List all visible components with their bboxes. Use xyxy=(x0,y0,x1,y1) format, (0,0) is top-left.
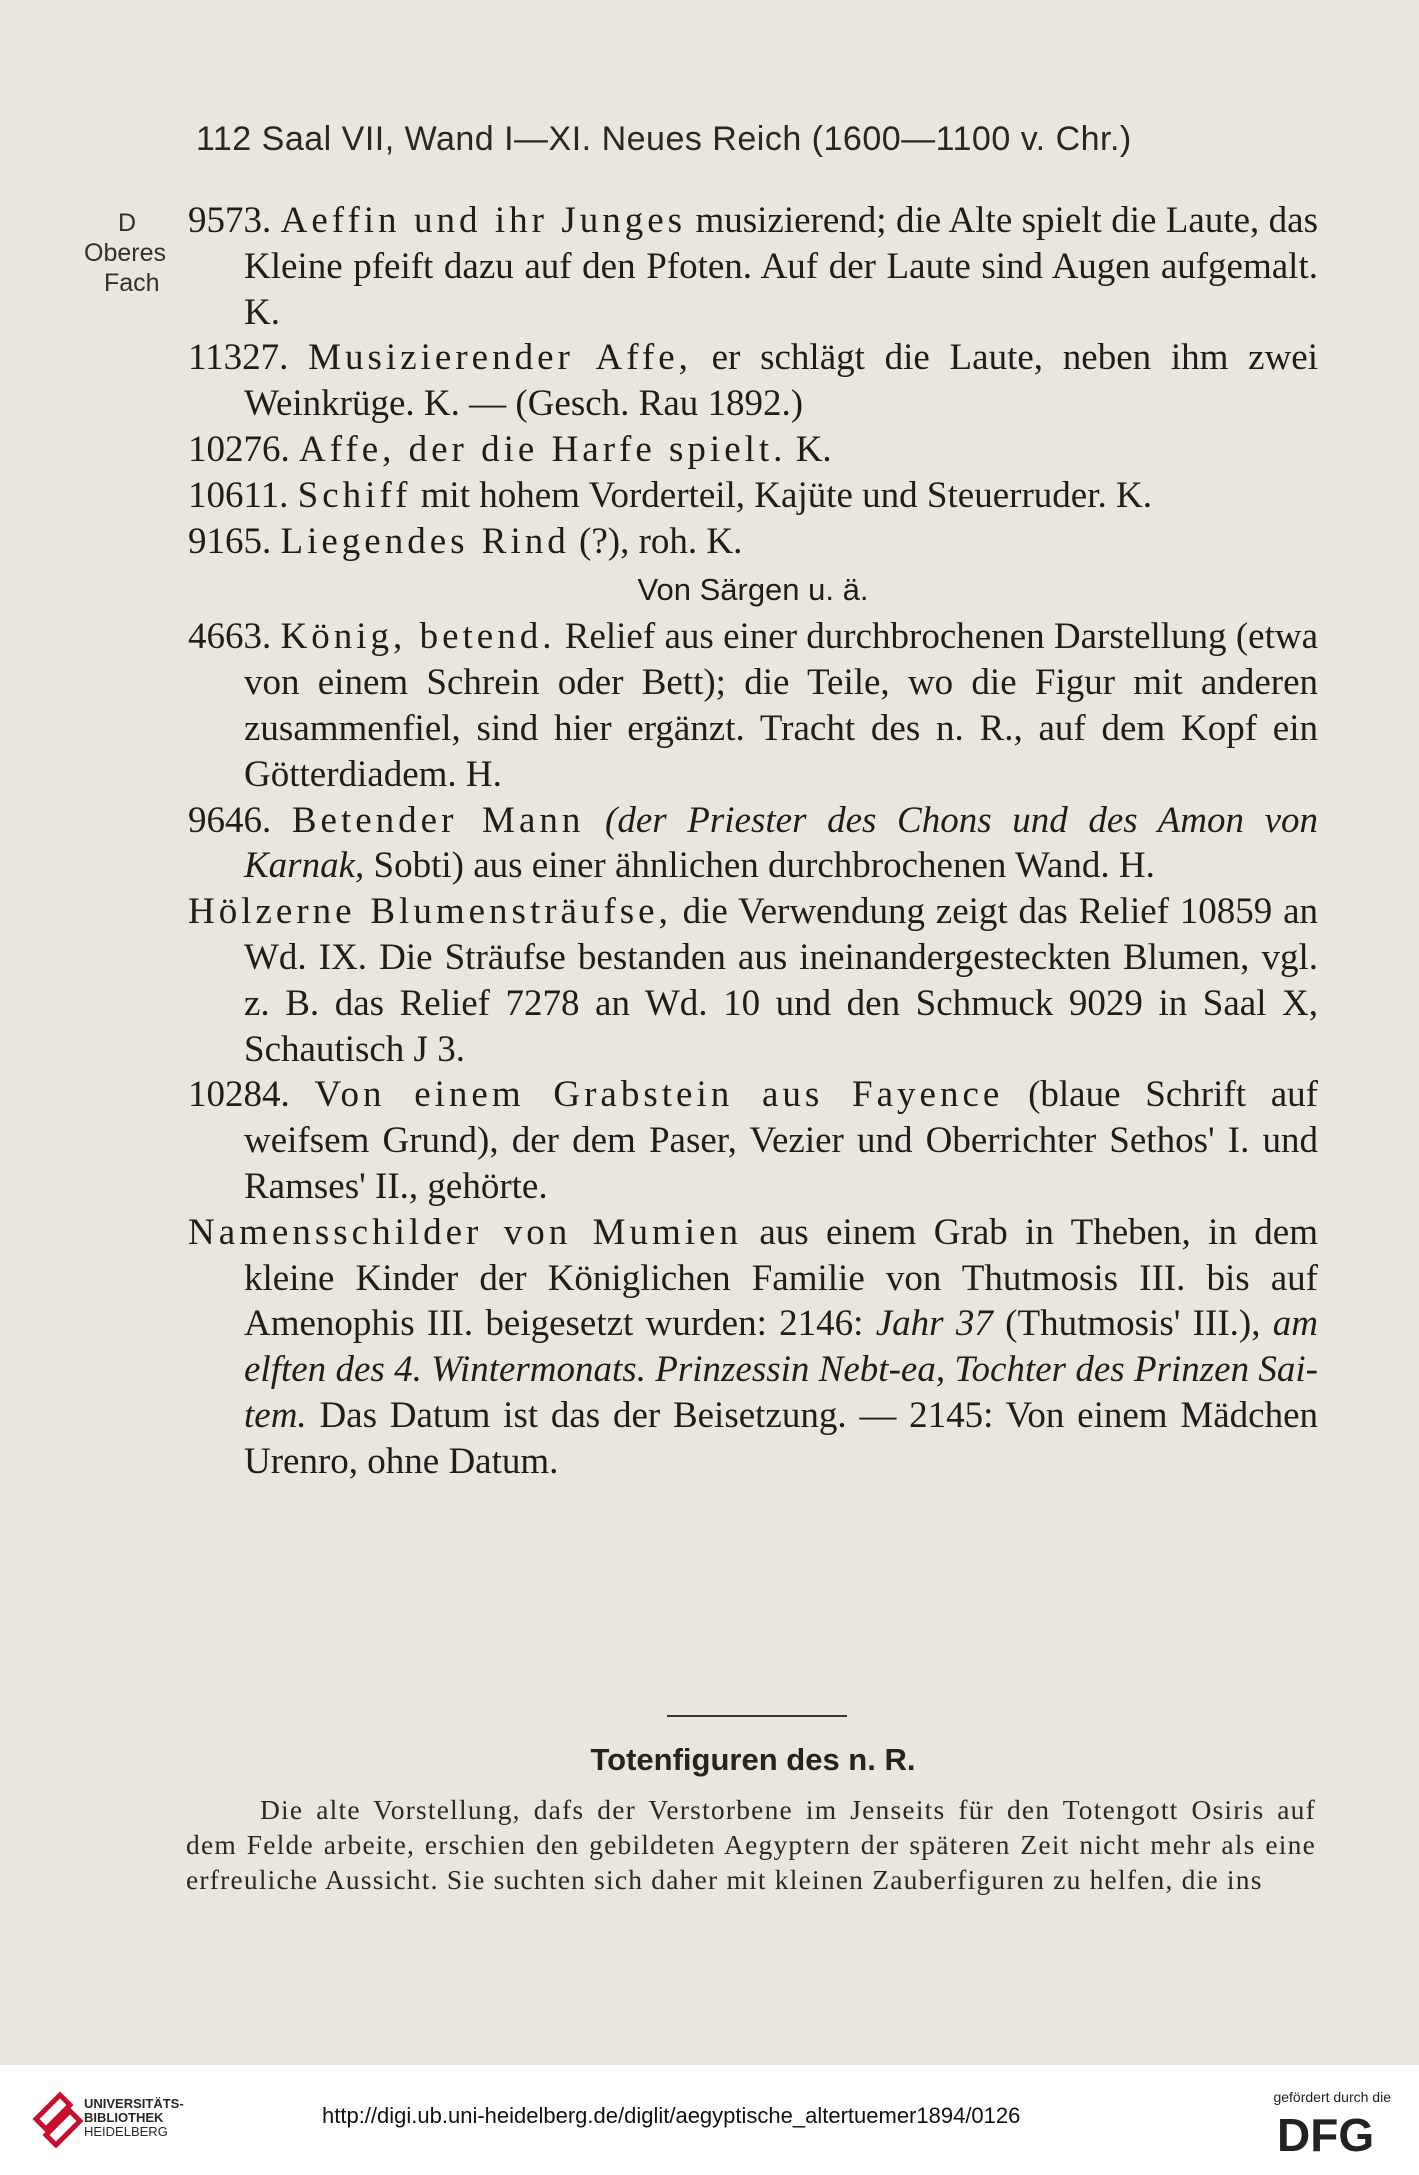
entry-italic: am elften des 4. Wintermonats. Prinzessin Nebt-ea, Tochter des Prinzen Sai-tem. xyxy=(244,1303,1318,1436)
dfg-logo-icon xyxy=(1273,2109,1401,2157)
university-library-logo-icon xyxy=(30,2083,90,2155)
library-name-line3: HEIDELBERG xyxy=(84,2124,168,2139)
entry-4663 xyxy=(188,614,1318,797)
running-header: 112 Saal VII, Wand I—XI. Neues Reich (1600—1100 v. Chr.) xyxy=(196,120,1132,158)
entry-title: Von einem Grabstein aus Fayence xyxy=(314,1074,1004,1116)
entry-text: (?), roh. K. xyxy=(569,520,743,562)
entry-9573 xyxy=(188,198,1318,335)
permalink-url[interactable]: http://digi.ub.uni-heidelberg.de/diglit/aegyptische_altertuemer1894/0126 xyxy=(322,2103,1021,2128)
entry-text: Sobti) aus einer ähnlichen durchbrochenen Wand. H. xyxy=(364,845,1155,887)
entry-title: Namensschilder von Mumien xyxy=(188,1211,742,1253)
entry-title: Hölzerne Blumensträufse, xyxy=(188,891,672,933)
entry-number: 10276. xyxy=(188,428,290,470)
entry-name-labels xyxy=(188,1210,1318,1485)
entry-bouquets xyxy=(188,889,1318,1072)
funding-note: gefördert durch die xyxy=(1273,2089,1391,2105)
library-name-line2: BIBLIOTHEK xyxy=(84,2110,164,2125)
entry-10284 xyxy=(188,1072,1318,1209)
entry-11327 xyxy=(188,335,1318,427)
dfg-logo-text: DFG xyxy=(1277,2109,1375,2157)
entry-number: 9646. xyxy=(188,799,272,841)
entry-title: Aeffin und ihr Junges xyxy=(280,200,687,241)
library-name xyxy=(84,2097,184,2139)
entry-text: K. xyxy=(786,428,832,470)
entry-text: Das Datum ist das der Beisetzung. — 2145: Von einem Mädchen Urenro, ohne Datum. xyxy=(244,1394,1318,1482)
entry-text: mit hohem Vorderteil, Kajüte und Steuerruder. K. xyxy=(411,474,1152,516)
entry-title: Affe, der die Harfe spielt. xyxy=(299,428,787,470)
entry-number: 4663. xyxy=(188,616,272,658)
entry-text: Relief aus einer durchbrochenen Darstellung (etwa von einem Schrein oder Bett); die Teile, wo die Figur mit anderen zusammenfiel, sind hier ergänzt. Tracht des n. R., auf dem Kopf ein Götterdiadem. H. xyxy=(244,616,1319,795)
entry-italic: Jahr 37 xyxy=(875,1303,993,1345)
entry-title: König, betend. xyxy=(280,616,556,658)
entry-text: musizierend; die Alte spielt die Laute, das Kleine pfeift dazu auf den Pfoten. Auf der Laute sind Augen aufgemalt. K. xyxy=(244,200,1319,333)
entry-number: 9573. xyxy=(188,200,272,241)
entry-italic: (der Priester des Chons und des Amon von Karnak, xyxy=(244,799,1319,887)
entry-title: Betender Mann xyxy=(291,799,585,841)
footer-bar xyxy=(0,2065,1419,2175)
margin-note-line2: Fach xyxy=(104,269,160,297)
entry-number: 11327. xyxy=(188,337,289,379)
entry-number: 10284. xyxy=(188,1074,290,1116)
entry-9165 xyxy=(188,519,1318,565)
entry-title: Liegendes Rind xyxy=(280,520,570,562)
section-title: Totenfiguren des n. R. xyxy=(590,1742,916,1777)
entry-text: die Verwendung zeigt das Relief 10859 an Wd. IX. Die Sträufse bestanden aus ineinandergesteckten Blumen, vgl. z. B. das Relief 7278 an Wd. 10 und den Schmuck 9029 in Saal X, Schautisch J 3. xyxy=(244,891,1318,1070)
margin-letter: D xyxy=(118,209,137,237)
entry-title: Schiff xyxy=(297,474,412,516)
intro-text: Die alte Vorstellung, dafs der Verstorbene im Jenseits für den Totengott Osiris auf dem Felde arbeite, erschien den gebildeten Aegyptern der späteren Zeit nicht mehr als eine erfreuliche Aussicht. Sie suchten sich daher mit kleinen Zauberfiguren zu helfen, die ins xyxy=(186,1794,1316,1895)
entry-number: 10611. xyxy=(188,474,289,516)
entry-10611 xyxy=(188,473,1318,519)
entry-text: er schlägt die Laute, neben ihm zwei Weinkrüge. K. — (Gesch. Rau 1892.) xyxy=(244,337,1318,425)
entry-10276 xyxy=(188,427,1318,473)
section-divider xyxy=(667,1715,847,1717)
entry-text: (blaue Schrift auf weifsem Grund), der dem Paser, Vezier und Oberrichter Sethos' I. und Ramses' II., gehörte. xyxy=(244,1074,1318,1207)
entry-title: Musizierender Affe, xyxy=(308,337,692,379)
entry-text: aus einem Grab in Theben, in dem kleine Kinder der Königlichen Familie von Thutmosis III. bis auf Amenophis III. beigesetzt wurden: 2146: xyxy=(244,1211,1319,1345)
intro-paragraph xyxy=(186,1792,1316,1897)
entry-9646 xyxy=(188,798,1318,890)
subheading: Von Särgen u. ä. xyxy=(637,572,869,608)
margin-note-line1: Oberes xyxy=(84,239,166,267)
library-name-line1: UNIVERSITÄTS- xyxy=(84,2096,184,2111)
catalog-entries xyxy=(188,198,1318,1485)
entry-text: (Thutmosis' III.), xyxy=(992,1303,1273,1345)
entry-number: 9165. xyxy=(188,520,272,562)
